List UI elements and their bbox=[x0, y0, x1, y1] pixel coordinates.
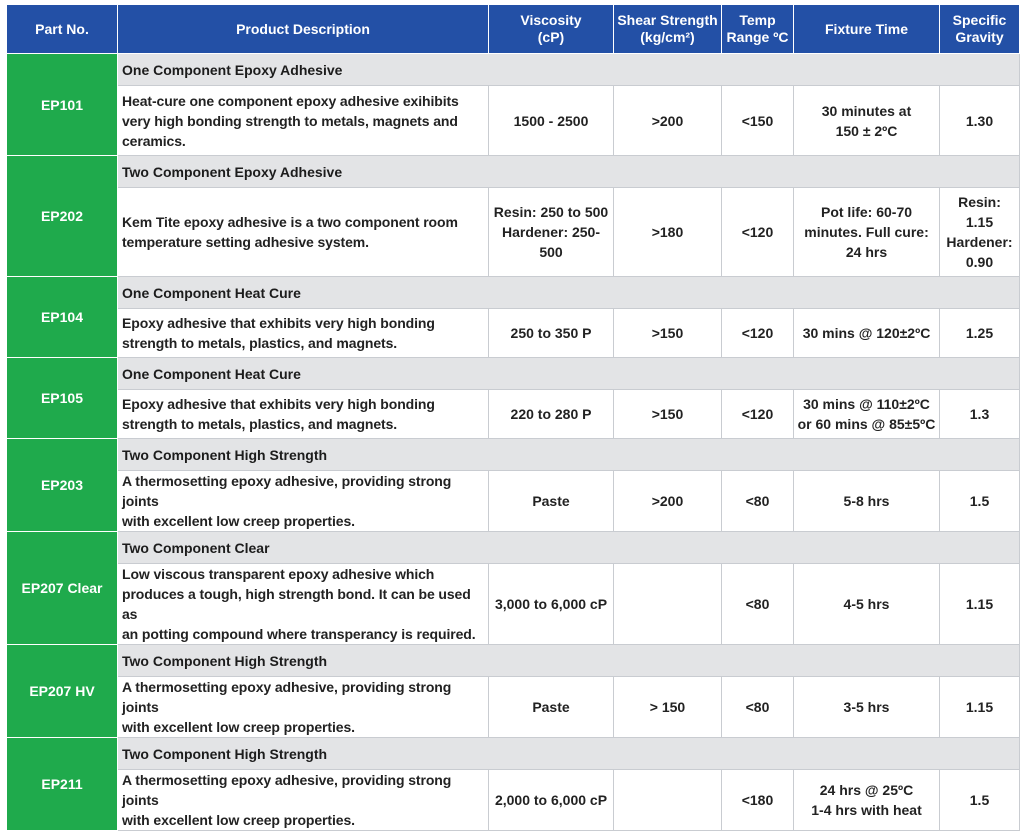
fixture-time-value-line: Pot life: 60-70 bbox=[820, 204, 913, 220]
viscosity-value-line: 2,000 to 6,000 cP bbox=[494, 792, 608, 808]
product-description-line: strength to metals, plastics, and magnets. bbox=[122, 335, 398, 351]
category-label: Two Component High Strength bbox=[118, 439, 1020, 471]
product-description bbox=[118, 564, 489, 645]
fixture-time-value-line: 30 mins @ 110±2ºC bbox=[803, 396, 930, 412]
category-label: One Component Heat Cure bbox=[118, 277, 1020, 309]
shear-strength-value bbox=[614, 770, 722, 831]
header-temp-range bbox=[722, 5, 794, 54]
fixture-time-value-line: 30 mins @ 120±2ºC bbox=[802, 325, 931, 341]
part-number: EP211 bbox=[7, 738, 118, 831]
product-description-line: with excellent low creep properties. bbox=[122, 812, 355, 828]
product-description bbox=[118, 677, 489, 738]
table-body bbox=[7, 54, 1020, 831]
viscosity-value bbox=[489, 564, 614, 645]
shear-strength-value: >150 bbox=[614, 390, 722, 439]
header-gravity-line-2: Gravity bbox=[955, 29, 1004, 45]
table-row bbox=[7, 564, 1020, 645]
category-row bbox=[7, 645, 1020, 677]
viscosity-value bbox=[489, 390, 614, 439]
temp-range-value: <80 bbox=[722, 677, 794, 738]
category-label: One Component Heat Cure bbox=[118, 358, 1020, 390]
product-description-line: A thermosetting epoxy adhesive, providing strong joints bbox=[122, 679, 452, 715]
category-label: Two Component Epoxy Adhesive bbox=[118, 156, 1020, 188]
category-label: One Component Epoxy Adhesive bbox=[118, 54, 1020, 86]
table-row bbox=[7, 471, 1020, 532]
product-description-line: Kem Tite epoxy adhesive is a two component room bbox=[122, 214, 458, 230]
product-description bbox=[118, 86, 489, 156]
category-row bbox=[7, 439, 1020, 471]
product-description-line: A thermosetting epoxy adhesive, providing strong joints bbox=[122, 473, 452, 509]
header-temp-line: Temp bbox=[739, 12, 776, 28]
category-row bbox=[7, 358, 1020, 390]
fixture-time-value-line: 5-8 hrs bbox=[843, 493, 890, 509]
specific-gravity-value-line: Resin: bbox=[958, 194, 1001, 210]
temp-range-value: <180 bbox=[722, 770, 794, 831]
fixture-time-value bbox=[794, 86, 940, 156]
header-shear-strength bbox=[614, 5, 722, 54]
table-row bbox=[7, 390, 1020, 439]
header-fixture-time: Fixture Time bbox=[794, 5, 940, 54]
viscosity-value-line: Resin: 250 to 500 bbox=[493, 204, 609, 220]
fixture-time-value-line: 3-5 hrs bbox=[843, 699, 890, 715]
product-description-line: temperature setting adhesive system. bbox=[122, 234, 369, 250]
header-viscosity-unit: (cP) bbox=[537, 29, 565, 45]
fixture-time-value-line: or 60 mins @ 85±5ºC bbox=[797, 416, 936, 432]
category-row bbox=[7, 54, 1020, 86]
fixture-time-value bbox=[794, 677, 940, 738]
fixture-time-value-line: 24 hrs @ 25ºC bbox=[819, 782, 914, 798]
part-number: EP207 Clear bbox=[7, 532, 118, 645]
specific-gravity-value bbox=[940, 677, 1020, 738]
table-row bbox=[7, 188, 1020, 277]
viscosity-value-line: 500 bbox=[539, 244, 563, 260]
category-row bbox=[7, 156, 1020, 188]
temp-range-value: <120 bbox=[722, 309, 794, 358]
specific-gravity-value-line: 1.30 bbox=[965, 112, 994, 129]
part-number: EP207 HV bbox=[7, 645, 118, 738]
fixture-time-value-line: 150 ± 2ºC bbox=[835, 122, 898, 139]
category-row bbox=[7, 532, 1020, 564]
temp-range-value: <120 bbox=[722, 390, 794, 439]
product-description-line: A thermosetting epoxy adhesive, providing strong joints bbox=[122, 772, 452, 808]
fixture-time-value-line: 1-4 hrs with heat bbox=[811, 802, 922, 818]
specific-gravity-value bbox=[940, 86, 1020, 156]
category-row bbox=[7, 277, 1020, 309]
fixture-time-value bbox=[794, 564, 940, 645]
specific-gravity-value-line: 1.5 bbox=[969, 792, 990, 808]
table-row bbox=[7, 677, 1020, 738]
product-description-line: with excellent low creep properties. bbox=[122, 513, 355, 529]
fixture-time-value-line: 30 minutes at bbox=[821, 102, 912, 119]
table-row bbox=[7, 770, 1020, 831]
product-description-line: Epoxy adhesive that exhibits very high bonding bbox=[122, 315, 435, 331]
viscosity-value-line: Paste bbox=[532, 699, 570, 715]
specific-gravity-value-line: 1.25 bbox=[965, 325, 994, 341]
header-viscosity-line: Viscosity bbox=[520, 12, 582, 28]
viscosity-value bbox=[489, 86, 614, 156]
category-label: Two Component High Strength bbox=[118, 738, 1020, 770]
product-table bbox=[6, 4, 1020, 831]
header-shear-unit: (kg/cm²) bbox=[640, 29, 695, 45]
header-description: Product Description bbox=[118, 5, 489, 54]
shear-strength-value: > 150 bbox=[614, 677, 722, 738]
product-description bbox=[118, 390, 489, 439]
fixture-time-value bbox=[794, 188, 940, 277]
part-number: EP104 bbox=[7, 277, 118, 358]
temp-range-value: <120 bbox=[722, 188, 794, 277]
product-description bbox=[118, 770, 489, 831]
shear-strength-value: >180 bbox=[614, 188, 722, 277]
fixture-time-value-line: 24 hrs bbox=[845, 244, 888, 260]
product-description-line: an potting compound where transperancy is required. bbox=[122, 626, 476, 642]
product-description bbox=[118, 309, 489, 358]
specific-gravity-value bbox=[940, 188, 1020, 277]
fixture-time-value bbox=[794, 770, 940, 831]
temp-range-value: <80 bbox=[722, 564, 794, 645]
specific-gravity-value bbox=[940, 390, 1020, 439]
specific-gravity-value bbox=[940, 471, 1020, 532]
shear-strength-value: >200 bbox=[614, 471, 722, 532]
specific-gravity-value-line: 0.90 bbox=[965, 254, 994, 270]
viscosity-value-line: 220 to 280 P bbox=[510, 406, 592, 422]
part-number: EP101 bbox=[7, 54, 118, 156]
viscosity-value bbox=[489, 471, 614, 532]
category-row bbox=[7, 738, 1020, 770]
fixture-time-value-line: minutes. Full cure: bbox=[804, 224, 929, 240]
temp-range-value: <150 bbox=[722, 86, 794, 156]
header-viscosity bbox=[489, 5, 614, 54]
product-description-line: very high bonding strength to metals, magnets and bbox=[122, 112, 458, 129]
header-part-no: Part No. bbox=[7, 5, 118, 54]
specific-gravity-value-line: 1.5 bbox=[969, 493, 990, 509]
category-label: Two Component Clear bbox=[118, 532, 1020, 564]
fixture-time-value bbox=[794, 309, 940, 358]
product-description-line: ceramics. bbox=[122, 132, 186, 149]
viscosity-value-line: 3,000 to 6,000 cP bbox=[494, 596, 608, 612]
header-row bbox=[7, 5, 1020, 54]
specific-gravity-value bbox=[940, 770, 1020, 831]
product-description bbox=[118, 471, 489, 532]
header-temp-unit: Range ºC bbox=[726, 29, 789, 45]
shear-strength-value: >150 bbox=[614, 309, 722, 358]
header-shear-line: Shear Strength bbox=[617, 12, 718, 28]
header-gravity-line: Specific bbox=[952, 12, 1007, 28]
fixture-time-value bbox=[794, 390, 940, 439]
viscosity-value-line: Paste bbox=[532, 493, 570, 509]
shear-strength-value bbox=[614, 564, 722, 645]
viscosity-value bbox=[489, 188, 614, 277]
specific-gravity-value-line: Hardener: bbox=[946, 234, 1013, 250]
specific-gravity-value-line: 1.15 bbox=[965, 214, 994, 230]
product-description-line: Low viscous transparent epoxy adhesive which bbox=[122, 566, 435, 582]
table-row bbox=[7, 309, 1020, 358]
specific-gravity-value bbox=[940, 564, 1020, 645]
viscosity-value-line: Hardener: 250- bbox=[501, 224, 601, 240]
header-specific-gravity bbox=[940, 5, 1020, 54]
viscosity-value bbox=[489, 770, 614, 831]
product-description-line: Heat-cure one component epoxy adhesive exihibits bbox=[122, 92, 459, 109]
product-description bbox=[118, 188, 489, 277]
fixture-time-value-line: 4-5 hrs bbox=[843, 596, 890, 612]
product-table-container bbox=[6, 4, 1019, 831]
viscosity-value-line: 1500 - 2500 bbox=[513, 112, 589, 129]
table-row bbox=[7, 86, 1020, 156]
category-label: Two Component High Strength bbox=[118, 645, 1020, 677]
shear-strength-value: >200 bbox=[614, 86, 722, 156]
specific-gravity-value-line: 1.3 bbox=[969, 406, 990, 422]
product-description-line: strength to metals, plastics, and magnets. bbox=[122, 416, 398, 432]
product-description-line: Epoxy adhesive that exhibits very high bonding bbox=[122, 396, 435, 412]
temp-range-value: <80 bbox=[722, 471, 794, 532]
part-number: EP105 bbox=[7, 358, 118, 439]
part-number: EP203 bbox=[7, 439, 118, 532]
viscosity-value-line: 250 to 350 P bbox=[510, 325, 592, 341]
specific-gravity-value-line: 1.15 bbox=[965, 596, 994, 612]
viscosity-value bbox=[489, 309, 614, 358]
specific-gravity-value bbox=[940, 309, 1020, 358]
viscosity-value bbox=[489, 677, 614, 738]
part-number: EP202 bbox=[7, 156, 118, 277]
specific-gravity-value-line: 1.15 bbox=[965, 699, 994, 715]
product-description-line: produces a tough, high strength bond. It can be used as bbox=[122, 586, 471, 622]
fixture-time-value bbox=[794, 471, 940, 532]
product-description-line: with excellent low creep properties. bbox=[122, 719, 355, 735]
